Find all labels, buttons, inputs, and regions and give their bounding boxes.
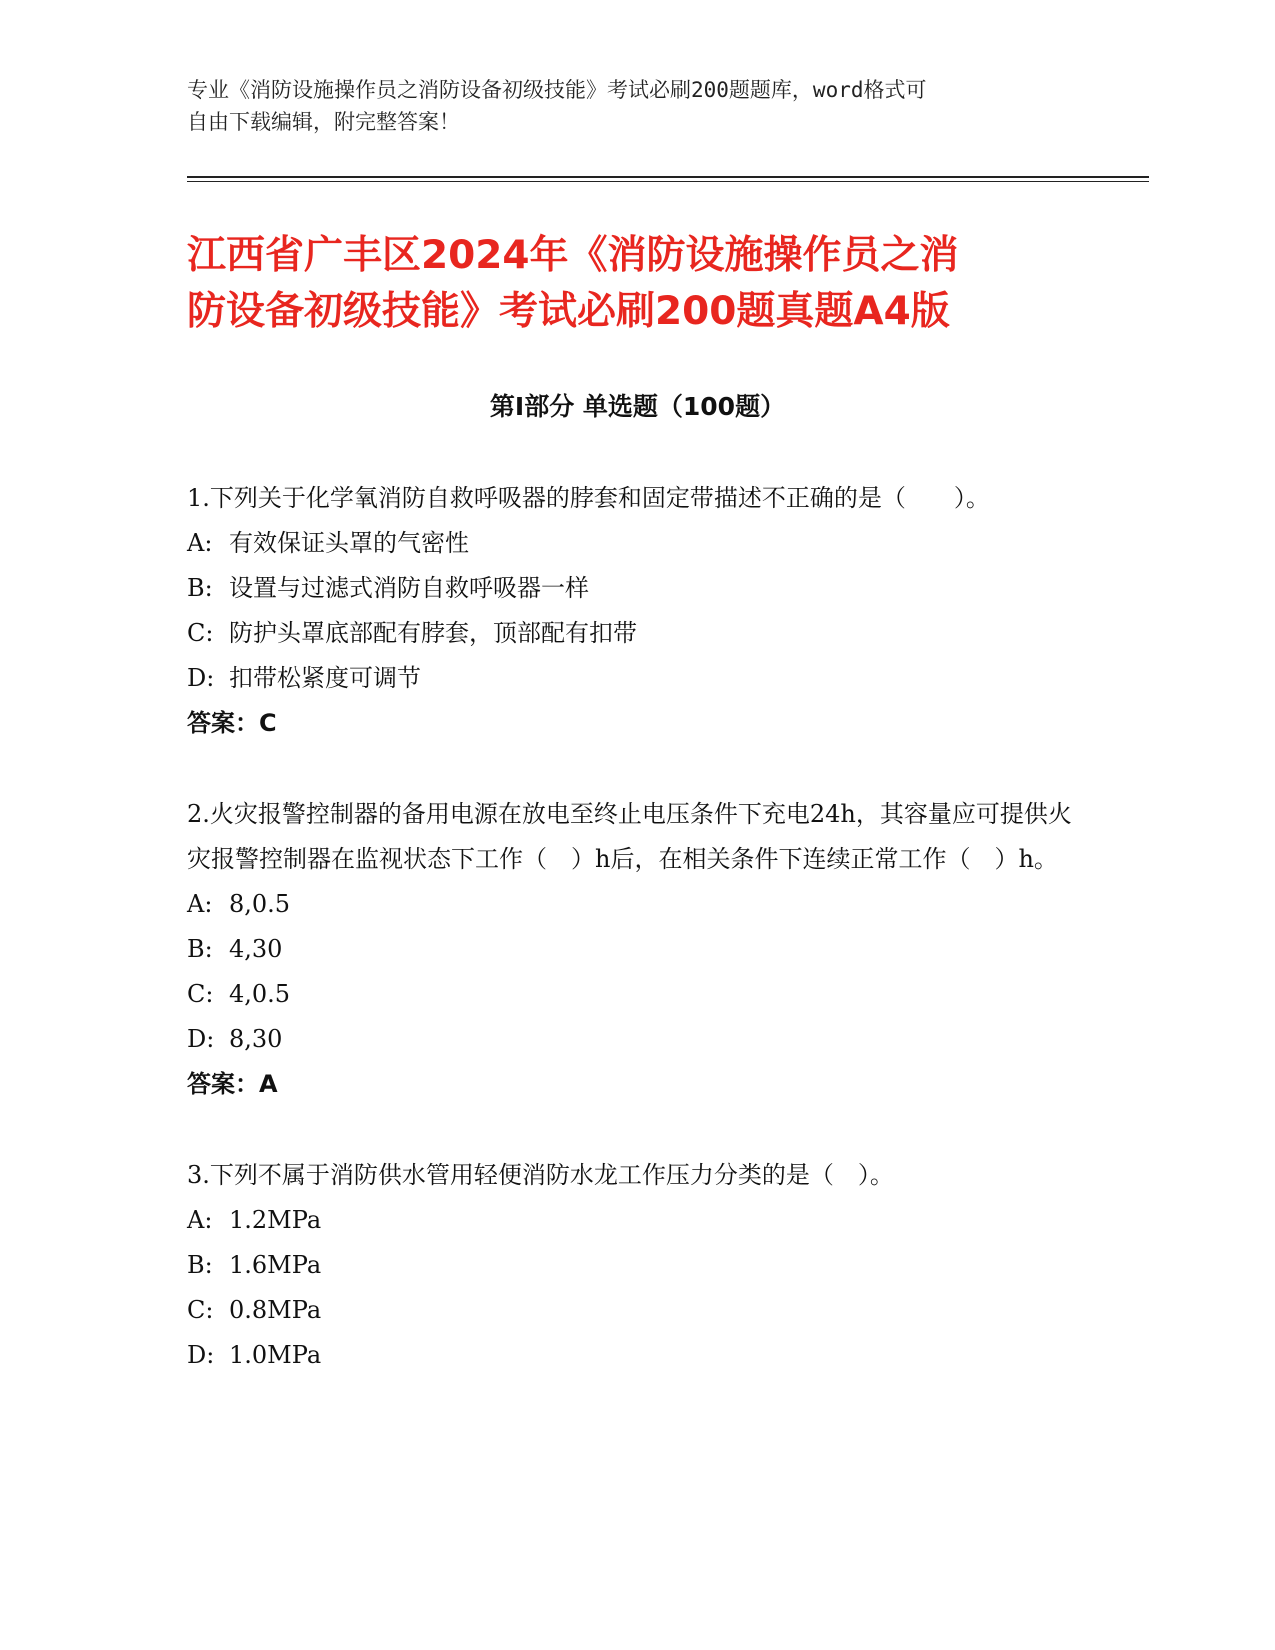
- answer-line: 答案：A: [187, 1070, 278, 1098]
- header-divider-thick: [187, 176, 1149, 178]
- option-text: 有效保证头罩的气密性: [229, 529, 469, 557]
- question-list: [187, 476, 1077, 1424]
- option-c: [187, 1288, 1077, 1333]
- option-letter: B:: [187, 1251, 213, 1279]
- option-text: 扣带松紧度可调节: [229, 664, 421, 692]
- document-title-line-1: 江西省广丰区2024年《消防设施操作员之消: [187, 233, 959, 278]
- option-text: 8,0.5: [229, 890, 291, 918]
- option-text: 4,0.5: [229, 980, 291, 1008]
- option-a: [187, 882, 1077, 927]
- option-b: [187, 927, 1077, 972]
- option-letter: B:: [187, 935, 213, 963]
- header-divider-thin: [187, 181, 1149, 182]
- option-text: 1.6MPa: [229, 1251, 322, 1279]
- option-letter: D:: [187, 664, 215, 692]
- option-letter: C:: [187, 980, 214, 1008]
- option-letter: D:: [187, 1025, 215, 1053]
- option-letter: C:: [187, 619, 214, 647]
- question-1: [187, 476, 1077, 746]
- option-letter: A:: [187, 1206, 213, 1234]
- section-heading: 第I部分 单选题（100题）: [489, 392, 786, 421]
- header-note-line-1: 专业《消防设施操作员之消防设备初级技能》考试必刷200题题库，word格式可: [187, 78, 927, 102]
- option-d: [187, 1333, 1077, 1378]
- option-c: [187, 972, 1077, 1017]
- document-title-line-2: 防设备初级技能》考试必刷200题真题A4版: [187, 289, 950, 334]
- option-text: 8,30: [229, 1025, 283, 1053]
- question-stem: 2.火灾报警控制器的备用电源在放电至终止电压条件下充电24h，其容量应可提供火灾报警控制器在监视状态下工作（ ）h后，在相关条件下连续正常工作（ ）h。: [187, 800, 1072, 873]
- question-stem: 1.下列关于化学氧消防自救呼吸器的脖套和固定带描述不正确的是（ ）。: [187, 484, 990, 512]
- question-stem: 3.下列不属于消防供水管用轻便消防水龙工作压力分类的是（ ）。: [187, 1161, 894, 1189]
- option-text: 0.8MPa: [229, 1296, 322, 1324]
- option-text: 4,30: [229, 935, 283, 963]
- option-b: [187, 566, 1077, 611]
- answer-line: 答案：C: [187, 709, 277, 737]
- document-title: [187, 228, 1087, 340]
- option-a: [187, 1198, 1077, 1243]
- option-letter: B:: [187, 574, 213, 602]
- option-d: [187, 656, 1077, 701]
- option-letter: A:: [187, 529, 213, 557]
- option-letter: A:: [187, 890, 213, 918]
- option-text: 设置与过滤式消防自救呼吸器一样: [229, 574, 589, 602]
- question-3: [187, 1153, 1077, 1378]
- option-letter: C:: [187, 1296, 214, 1324]
- header-note: [187, 74, 1067, 138]
- option-text: 1.0MPa: [229, 1341, 322, 1369]
- option-text: 1.2MPa: [229, 1206, 322, 1234]
- option-text: 防护头罩底部配有脖套，顶部配有扣带: [229, 619, 637, 647]
- option-b: [187, 1243, 1077, 1288]
- header-note-line-2: 自由下载编辑，附完整答案！: [187, 110, 460, 134]
- option-c: [187, 611, 1077, 656]
- option-d: [187, 1017, 1077, 1062]
- option-letter: D:: [187, 1341, 215, 1369]
- option-a: [187, 521, 1077, 566]
- question-2: [187, 792, 1077, 1107]
